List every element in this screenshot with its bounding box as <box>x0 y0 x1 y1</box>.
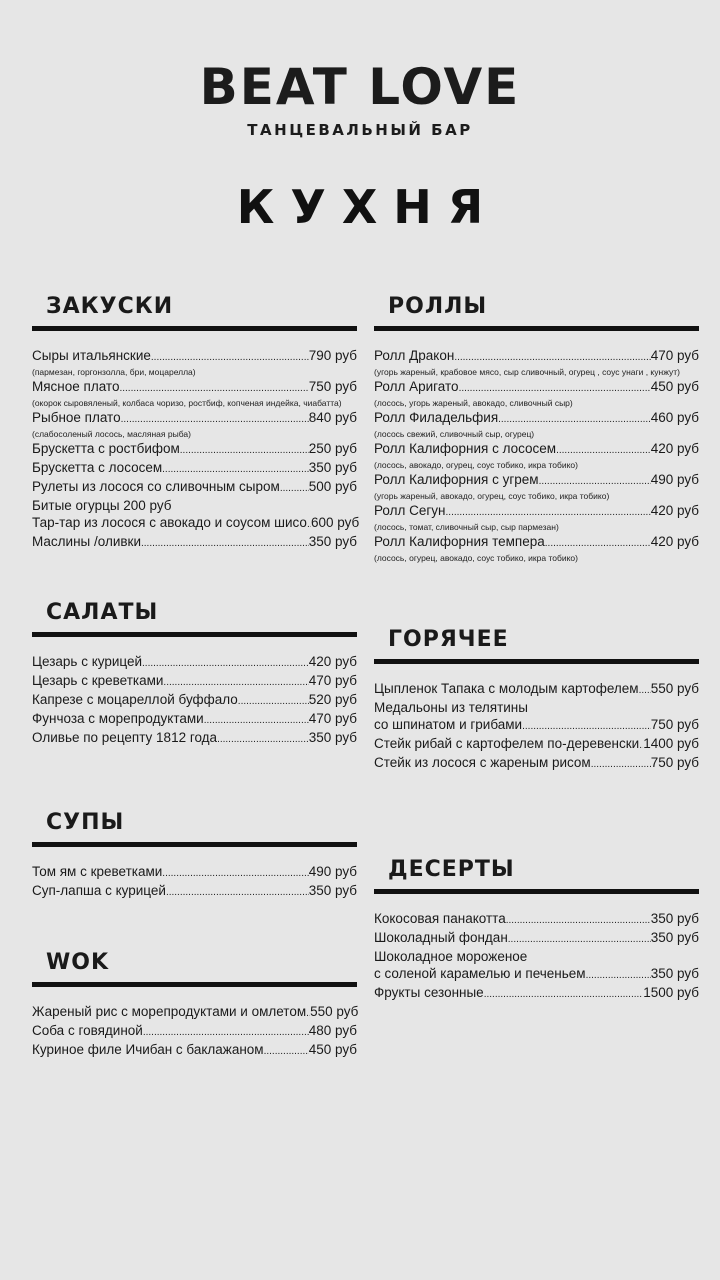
menu-item-description: (слабосоленый лосось, масляная рыба) <box>32 429 191 439</box>
menu-item <box>32 1022 357 1041</box>
menu-item-description: (угорь жареный, крабовое мясо, сыр сливочный, огурец , соус унаги , кунжут) <box>374 367 680 377</box>
dot-leader <box>151 349 309 366</box>
menu-item-name: Рыбное плато <box>32 410 121 425</box>
section-salaty <box>32 600 357 748</box>
menu-item <box>374 754 699 773</box>
section-wok <box>32 950 357 1060</box>
menu-item-price: 250 руб <box>308 441 357 456</box>
menu-item-name: Стейк из лосося с жареным рисом <box>374 755 591 770</box>
menu-item-price: 550 руб <box>310 1004 359 1019</box>
menu-item-name: Ролл Калифорния с лососем <box>374 441 557 456</box>
menu-item <box>32 863 357 882</box>
dot-leader <box>459 380 651 397</box>
menu-item-description: (лосось, огурец, авокадо, соус тобико, икра тобико) <box>374 553 578 563</box>
brand-logo: BEAT LOVE <box>199 58 521 116</box>
menu-item-price: 450 руб <box>308 1042 357 1057</box>
menu-item-description: (лосось, томат, сливочный сыр, сыр пармезан) <box>374 522 559 532</box>
section-divider <box>32 632 357 637</box>
menu-item-text: Битые огурцы 200 руб <box>32 498 172 513</box>
menu-item <box>374 533 699 552</box>
menu-item-price: 480 руб <box>308 1023 357 1038</box>
menu-item-name: Тар-тар из лосося с авокадо и соусом шисо <box>32 515 307 530</box>
menu-list <box>374 680 699 773</box>
menu-list <box>32 347 360 552</box>
menu-item-description: (лосось, авокадо, огурец, соус тобико, икра тобико) <box>374 460 578 470</box>
menu-item-price: 350 руб <box>308 730 357 745</box>
menu-item-name: Цезарь с креветками <box>32 673 164 688</box>
section-divider <box>374 326 699 331</box>
menu-item-price: 420 руб <box>650 534 699 549</box>
menu-item-price: 350 руб <box>308 883 357 898</box>
dot-leader <box>217 731 309 748</box>
dot-leader <box>142 655 309 672</box>
section-title: РОЛЛЫ <box>388 294 488 319</box>
menu-item-name: Цыпленок Тапака с молодым картофелем <box>374 681 639 696</box>
menu-item-name: Том ям с креветками <box>32 864 163 879</box>
menu-item-description: (лосось, угорь жареный, авокадо, сливочный сыр) <box>374 398 573 408</box>
dot-leader <box>522 718 651 735</box>
page-title: КУХНЯ <box>236 180 500 234</box>
menu-item-name: Сыры итальянские <box>32 348 151 363</box>
menu-item-name: Фунчоза с морепродуктами <box>32 711 204 726</box>
menu-item-description: (угорь жареный, авокадо, огурец, соус тобико, икра тобико) <box>374 491 610 501</box>
dot-leader <box>556 442 651 459</box>
menu-item-price: 520 руб <box>308 692 357 707</box>
menu-item <box>32 1003 357 1022</box>
menu-item <box>374 409 699 428</box>
section-divider <box>32 982 357 987</box>
menu-item-price: 470 руб <box>650 348 699 363</box>
dot-leader <box>539 473 651 490</box>
menu-list <box>32 653 357 748</box>
section-title: ГОРЯЧЕЕ <box>388 627 509 652</box>
menu-item-name: Рулеты из лосося со сливочным сыром <box>32 479 280 494</box>
menu-item <box>32 691 357 710</box>
section-goryachee <box>374 627 699 773</box>
menu-item-price: 600 руб <box>310 515 360 530</box>
menu-item-price: 490 руб <box>308 864 357 879</box>
menu-item <box>374 347 699 366</box>
menu-item-price: 470 руб <box>308 673 357 688</box>
menu-item-text: Медальоны из телятины <box>374 700 528 715</box>
menu-item <box>374 735 699 754</box>
menu-item-name: Шоколадный фондан <box>374 930 508 945</box>
menu-item <box>32 1041 357 1060</box>
dot-leader <box>264 1043 309 1060</box>
dot-leader <box>119 380 308 397</box>
menu-item-name: Ролл Калифорния темпера <box>374 534 545 549</box>
menu-item <box>374 965 699 984</box>
section-title: ДЕСЕРТЫ <box>388 857 515 882</box>
menu-item <box>32 514 360 533</box>
dot-leader <box>484 986 644 1003</box>
menu-item-name: Кокосовая панакотта <box>374 911 506 926</box>
dot-leader <box>141 535 309 552</box>
menu-item-price: 490 руб <box>650 472 699 487</box>
menu-list <box>374 910 699 1003</box>
menu-item <box>32 672 357 691</box>
menu-item-name: Цезарь с курицей <box>32 654 143 669</box>
menu-item-description: (лосось свежий, сливочный сыр, огурец) <box>374 429 535 439</box>
menu-item-name: Ролл Сегун <box>374 503 446 518</box>
menu-item-name: Ролл Аригато <box>374 379 459 394</box>
dot-leader <box>121 411 309 428</box>
menu-item-price: 1400 руб <box>643 736 699 751</box>
menu-item <box>374 929 699 948</box>
section-divider <box>32 842 357 847</box>
menu-item <box>374 680 699 699</box>
dot-leader <box>162 461 309 478</box>
section-zakuski <box>32 294 360 552</box>
section-supy <box>32 810 357 901</box>
menu-item-name: Ролл Дракон <box>374 348 455 363</box>
brand-subtitle: ТАНЦЕВАЛЬНЫЙ БАР <box>247 121 473 139</box>
dot-leader <box>446 504 651 521</box>
section-divider <box>374 889 699 894</box>
menu-item-price: 840 руб <box>308 410 357 425</box>
menu-item-name: Ролл Филадельфия <box>374 410 499 425</box>
menu-item <box>32 409 357 428</box>
menu-item-price: 500 руб <box>308 479 357 494</box>
menu-item-price: 420 руб <box>650 441 699 456</box>
menu-item-price: 750 руб <box>650 717 699 732</box>
menu-item-name: Куриное филе Ичибан с баклажаном <box>32 1042 264 1057</box>
menu-item <box>374 378 699 397</box>
section-divider <box>374 659 699 664</box>
dot-leader <box>545 535 651 552</box>
menu-item <box>32 459 357 478</box>
menu-item-name: Фрукты сезонные <box>374 985 484 1000</box>
dot-leader <box>454 349 650 366</box>
dot-leader <box>163 674 308 691</box>
menu-item-price: 420 руб <box>650 503 699 518</box>
menu-item-name: Брускетта с ростбифом <box>32 441 180 456</box>
dot-leader <box>498 411 651 428</box>
menu-item-price: 550 руб <box>650 681 699 696</box>
menu-list <box>374 347 699 564</box>
menu-item <box>32 729 357 748</box>
menu-item <box>374 716 699 735</box>
menu-item-name: Ролл Калифорния с угрем <box>374 472 539 487</box>
menu-item-price: 460 руб <box>650 410 699 425</box>
menu-item-price: 350 руб <box>650 930 699 945</box>
menu-item-name: Брускетта с лососем <box>32 460 163 475</box>
menu-item-name: Капрезе с моцареллой буффало <box>32 692 238 707</box>
menu-item-name: Соба с говядиной <box>32 1023 143 1038</box>
dot-leader <box>180 442 309 459</box>
dot-leader <box>591 756 651 773</box>
menu-item-price: 1500 руб <box>643 985 699 1000</box>
section-title: WOK <box>46 950 110 975</box>
menu-item-description: (пармезан, горгонзолла, бри, моцарелла) <box>32 367 196 377</box>
dot-leader <box>506 912 651 929</box>
menu-item-name: Суп-лапша с курицей <box>32 883 166 898</box>
menu-item-price: 790 руб <box>308 348 357 363</box>
dot-leader <box>508 931 651 948</box>
menu-item-price: 350 руб <box>308 460 357 475</box>
menu-item-name: Оливье по рецепту 1812 года <box>32 730 218 745</box>
menu-item-price: 470 руб <box>308 711 357 726</box>
section-rolly <box>374 294 699 564</box>
menu-item-price: 750 руб <box>650 755 699 770</box>
menu-item <box>32 882 357 901</box>
menu-item-description: (окорок сыровяленый, колбаса чоризо, ростбиф, копченая индейка, чиабатта) <box>32 398 342 408</box>
menu-item <box>32 378 357 397</box>
menu-item <box>374 910 699 929</box>
menu-item-price: 350 руб <box>308 534 357 549</box>
section-divider <box>32 326 357 331</box>
menu-item <box>374 440 699 459</box>
menu-item-name: Стейк рибай с картофелем по-деревенски <box>374 736 640 751</box>
menu-item <box>32 440 357 459</box>
menu-item-name: Мясное плато <box>32 379 120 394</box>
menu-item <box>32 653 357 672</box>
menu-item <box>32 533 357 552</box>
dot-leader <box>143 1024 309 1041</box>
menu-item-name: со шпинатом и грибами <box>374 717 523 732</box>
menu-item-text: Шоколадное мороженое <box>374 949 528 964</box>
menu-item-price: 350 руб <box>650 966 699 981</box>
dot-leader <box>639 682 651 699</box>
dot-leader <box>166 884 309 901</box>
menu-item-price: 350 руб <box>650 911 699 926</box>
menu-item <box>374 471 699 490</box>
menu-item <box>32 710 357 729</box>
menu-item-price: 450 руб <box>650 379 699 394</box>
dot-leader <box>204 712 309 729</box>
dot-leader <box>280 480 309 497</box>
dot-leader <box>162 865 308 882</box>
menu-list <box>32 863 357 901</box>
menu-item <box>374 502 699 521</box>
section-title: ЗАКУСКИ <box>46 294 174 319</box>
menu-item <box>374 984 699 1003</box>
section-deserty <box>374 857 699 1003</box>
menu-item-name: Маслины /оливки <box>32 534 141 549</box>
menu-item <box>32 478 357 497</box>
menu-list <box>32 1003 357 1060</box>
menu-item <box>32 347 357 366</box>
section-title: САЛАТЫ <box>46 600 159 625</box>
dot-leader <box>238 693 309 710</box>
menu-item-price: 420 руб <box>308 654 357 669</box>
section-title: СУПЫ <box>46 810 125 835</box>
dot-leader <box>586 967 651 984</box>
menu-item-name: с соленой карамелью и печеньем <box>374 966 586 981</box>
menu-item-price: 750 руб <box>308 379 357 394</box>
menu-item-name: Жареный рис с морепродуктами и омлетом <box>32 1004 307 1019</box>
